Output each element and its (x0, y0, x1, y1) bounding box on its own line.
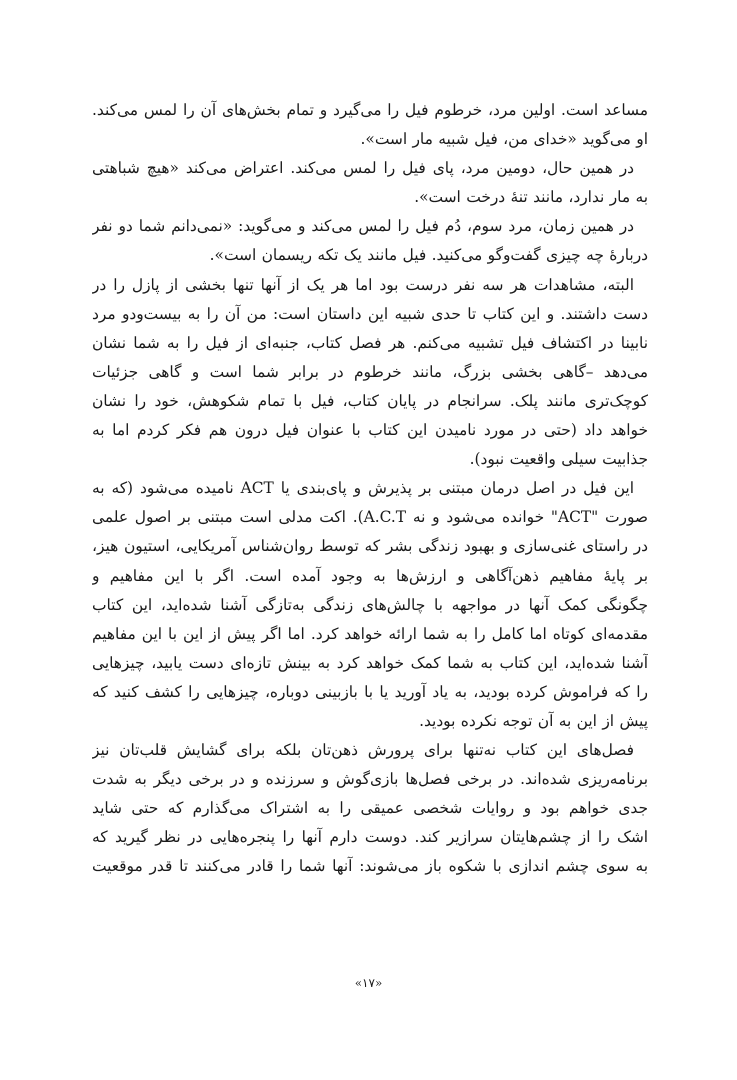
paragraph-1 (92, 96, 648, 154)
text-line: دست داشتند. و این کتاب تا حدی شبیه این داستان است: من آن را به بیست‌ودو مرد (92, 304, 648, 323)
paragraph-3 (92, 212, 648, 270)
paragraph-5 (92, 474, 648, 736)
text-line: نابینا در اکتشاف فیل تشبیه می‌کنم. هر فصل کتاب، جنبه‌ای از فیل را به شما نشان (92, 333, 648, 352)
text-line: فصل‌های این کتاب نه‌تنها برای پرورش ذهن‌تان بلکه برای گشایش قلب‌تان نیز (92, 741, 634, 760)
text-line: مقدمه‌ای کوتاه اما کامل را به شما ارائه خواهد کرد. اما اگر پیش از این با این مفاهیم (92, 624, 648, 643)
page-number: «۱۷» (354, 976, 383, 990)
text-line: به مار ندارد، مانند تنهٔ درخت است». (414, 188, 648, 207)
page-body (92, 96, 648, 1076)
paragraph-2 (92, 154, 648, 212)
text-line: جدی خواهم بود و روایات شخصی عمیقی را به اشتراک می‌گذارم که حتی شاید (92, 799, 648, 818)
text-line: بر پایهٔ مفاهیم ذهن‌آگاهی و ارزش‌ها به وجود آمده است. اگر با این مفاهیم و (92, 566, 648, 585)
text-line: مساعد است. اولین مرد، خرطوم فیل را می‌گیرد و تمام بخش‌های آن را لمس می‌کند. (92, 101, 648, 119)
text-line: جذابیت سیلی واقعیت نبود). (469, 450, 648, 469)
text-line: کوچک‌تری مانند پلک. سرانجام در پایان کتاب، فیل با تمام شکوهش، خود را نشان (92, 391, 648, 410)
text-line: اشک را از چشم‌هایتان سرازیر کند. دوست دارم آنها را پنجره‌هایی در نظر گیرید که (92, 828, 648, 847)
text-line: در راستای غنی‌سازی و بهبود زندگی بشر که توسط روان‌شناس آمریکایی، استیون هیز، (92, 537, 648, 556)
text-line: به سوی چشم اندازی با شکوه باز می‌شوند: آنها شما را قادر می‌کنند تا قدر موقعیت (92, 857, 648, 876)
text-line: خواهد داد (حتی در مورد نامیدن این کتاب با عنوان فیل درون هم فکر کردم اما به (92, 421, 648, 440)
text-line: آشنا شده‌اید، این کتاب به شما کمک خواهد کرد به بینش تازه‌ای دست یابید، چیزهایی (92, 653, 648, 672)
paragraph-4 (92, 271, 648, 475)
text-line: را که فراموش کرده بودید، به یاد آورید یا با بازبینی دوباره، چیزهایی را کشف کنید که (92, 682, 648, 701)
text-line: صورت "ACT" خوانده می‌شود و نه A.C.T). اکت مدلی است مبتنی بر اصول علمی (92, 508, 648, 527)
text-line: در همین زمان، مرد سوم، دُم فیل را لمس می‌کند و می‌گوید: «نمی‌دانم شما دو نفر (92, 217, 634, 236)
text-line: البته، مشاهدات هر سه نفر درست بود اما هر یک از آنها تنها بخشی از پازل را در (92, 275, 634, 294)
text-line: این فیل در اصل درمان مبتنی بر پذیرش و پای‌بندی یا ACT نامیده می‌شود (که به (92, 479, 634, 498)
text-line: چگونگی کمک آنها در مواجهه با چالش‌های زندگی به‌تازگی آشنا شده‌اید، این کتاب (92, 595, 648, 614)
paragraph-6 (92, 736, 648, 881)
text-line: او می‌گوید «خدای من، فیل شبیه مار است». (360, 130, 648, 149)
text-line: پیش از این به آن توجه نکرده بودید. (419, 711, 648, 730)
text-line: دربارهٔ چه چیزی گفت‌وگو می‌کنید. فیل مانند یک تکه ریسمان است». (209, 246, 648, 265)
text-line: می‌دهد –گاهی بخشی بزرگ، مانند خرطوم در برابر شما است و گاهی جزئیات (92, 362, 648, 381)
text-line: در همین حال، دومین مرد، پای فیل را لمس می‌کند. اعتراض می‌کند «هیچ شباهتی (92, 159, 634, 178)
text-line: برنامه‌ریزی شده‌اند. در برخی فصل‌ها بازی‌گوش و سرزنده و در برخی دیگر به شدت (92, 770, 648, 789)
